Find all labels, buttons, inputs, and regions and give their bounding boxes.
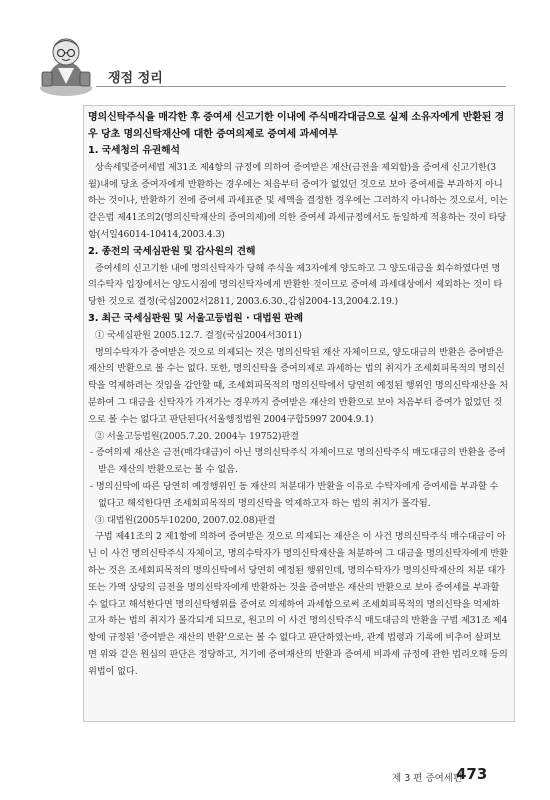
- ruling-bullet: - 명의신탁에 따른 당연히 예정행위인 동 재산의 처분대가 반환을 이유로 수탁자에게 증여세를 부과할 수 없다고 해석한다면 조세회피목적의 명의신탁을 억제하고자 하는 법의 취지가 몰각됨.: [90, 480, 499, 509]
- section-heading-nts: 1. 국세청의 유권해석: [88, 145, 180, 156]
- ruling-title-supreme-court: ③ 대법원(2005두10200, 2007.02.08)판결: [95, 514, 276, 526]
- content-area: [88, 109, 508, 681]
- mascot-icon: [36, 28, 96, 98]
- ruling-title-high-court: ② 서울고등법원(2005.7.20. 2004누 19752)판결: [95, 430, 299, 442]
- issue-question: 명의신탁주식을 매각한 후 증여세 신고기한 이내에 주식매각대금으로 실제 소유자에게 반환된 경우 당초 명의신탁재산에 대한 증여의제로 증여세 과세여부: [88, 112, 505, 140]
- ruling-body-tax-tribunal: 명의수탁자가 증여받은 것으로 의제되는 것은 명의신탁된 재산 자체이므로, 양도대금의 반환은 증여받은 재산의 반환으로 볼 수는 없다. 또한, 명의신탁을 증여의제로 과세하는 법의 취지가 조세회피목적의 명의신탁을 억제하려는 것임을 감안할 때, 조세회피목적의 명의신탁에서 당연히 예정된 행위인 명의신탁재산을 처분하여 그 대금을 신탁자가 가져가는 경우까지 증여받은 재산의 반환으로 보아 처음부터 증여가 없었던 것으로 볼 수는 없다고 판단된다(서울행정법원 2004구합5997 2004.9.1): [88, 346, 508, 425]
- ruling-title-tax-tribunal: ① 국세심판원 2005.12.7. 결정(국심2004서3011): [95, 329, 302, 341]
- header-divider: [96, 86, 506, 87]
- page-section-title: 쟁점 정리: [108, 71, 163, 86]
- section-heading-prior-views: 2. 종전의 국세심판원 및 감사원의 견해: [88, 245, 256, 257]
- section-body-nts: 상속세및증여세법 제31조 제4항의 규정에 의하여 증여받은 재산(금전을 제외함)을 증여세 신고기한(3월)내에 당초 증여자에게 반환하는 경우에는 처음부터 증여가 없었던 것으로 보아 증여세를 부과하지 아니하는 것이나, 반환하기 전에 증여세 과세표준 및 세액을 결정한 경우에는 그러하지 아니하는 것으로서, 이는 같은법 제41조의2(명의신탁재산의 증여의제)에 의한 증여세 과세규정에서도 동일하게 적용하는 것이 타당함(서일46014-10414,2003.4.3): [88, 161, 508, 240]
- page-number: 473: [456, 765, 488, 783]
- page-footer: [0, 764, 550, 794]
- section-heading-recent-rulings: 3. 최근 국세심판원 및 서울고등법원 · 대법원 판례: [88, 312, 304, 324]
- ruling-body-supreme-court: 구법 제41조의 2 제1항에 의하여 증여받은 것으로 의제되는 재산은 이 사건 명의신탁주식 매수대금이 아닌 이 사건 명의신탁주식 자체이고, 명의수탁자가 명의신탁재산을 처분하여 그 대금을 명의신탁자에게 반환하는 것은 조세회피목적의 명의신탁에서 당연히 예정된 행위인데, 명의수탁자가 명의신탁재산의 처분 대가 또는 가액 상당의 금전을 명의신탁자에게 반환하는 것을 증여받은 재산의 반환으로 보아 증여세를 부과할 수 없다고 해석한다면 명의신탁행위를 증여로 의제하여 과세함으로써 조세회피목적의 명의신탁을 억제하고자 하는 법의 취지가 몰각되게 되므로, 원고의 이 사건 명의신탁주식 매도대금의 반환을 구법 제31조 제4항에 규정된 '증여받은 재산의 반환'으로는 볼 수 없다고 판단하였는바, 관계 법령과 기록에 비추어 살펴보면 위와 같은 원심의 판단은 정당하고, 거기에 증여재산의 반환과 증여세 비과세 규정에 관한 법리오해 등의 위법이 없다.: [88, 531, 508, 677]
- page-header: [0, 0, 550, 100]
- section-body-prior-views: 증여세의 신고기한 내에 명의신탁자가 당해 주식을 제3자에게 양도하고 그 양도대금을 회수하였다면 명의수탁자 입장에서는 양도시점에 명의신탁자에게 반환한 것이므로 증여세 과세대상에서 제외하는 것이 타당한 것으로 결정(국심2002서2811, 2003.6.30.,감심2004-13,2004.2.19.): [88, 262, 503, 308]
- ruling-bullet: - 증여의제 재산은 금전(매각대금)이 아닌 명의신탁주식 자체이므로 명의신탁주식 매도대금의 반환을 증여받은 재산의 반환으로는 볼 수 없음.: [90, 447, 506, 476]
- footer-part-label: 제 3 편 증여세편: [392, 773, 463, 784]
